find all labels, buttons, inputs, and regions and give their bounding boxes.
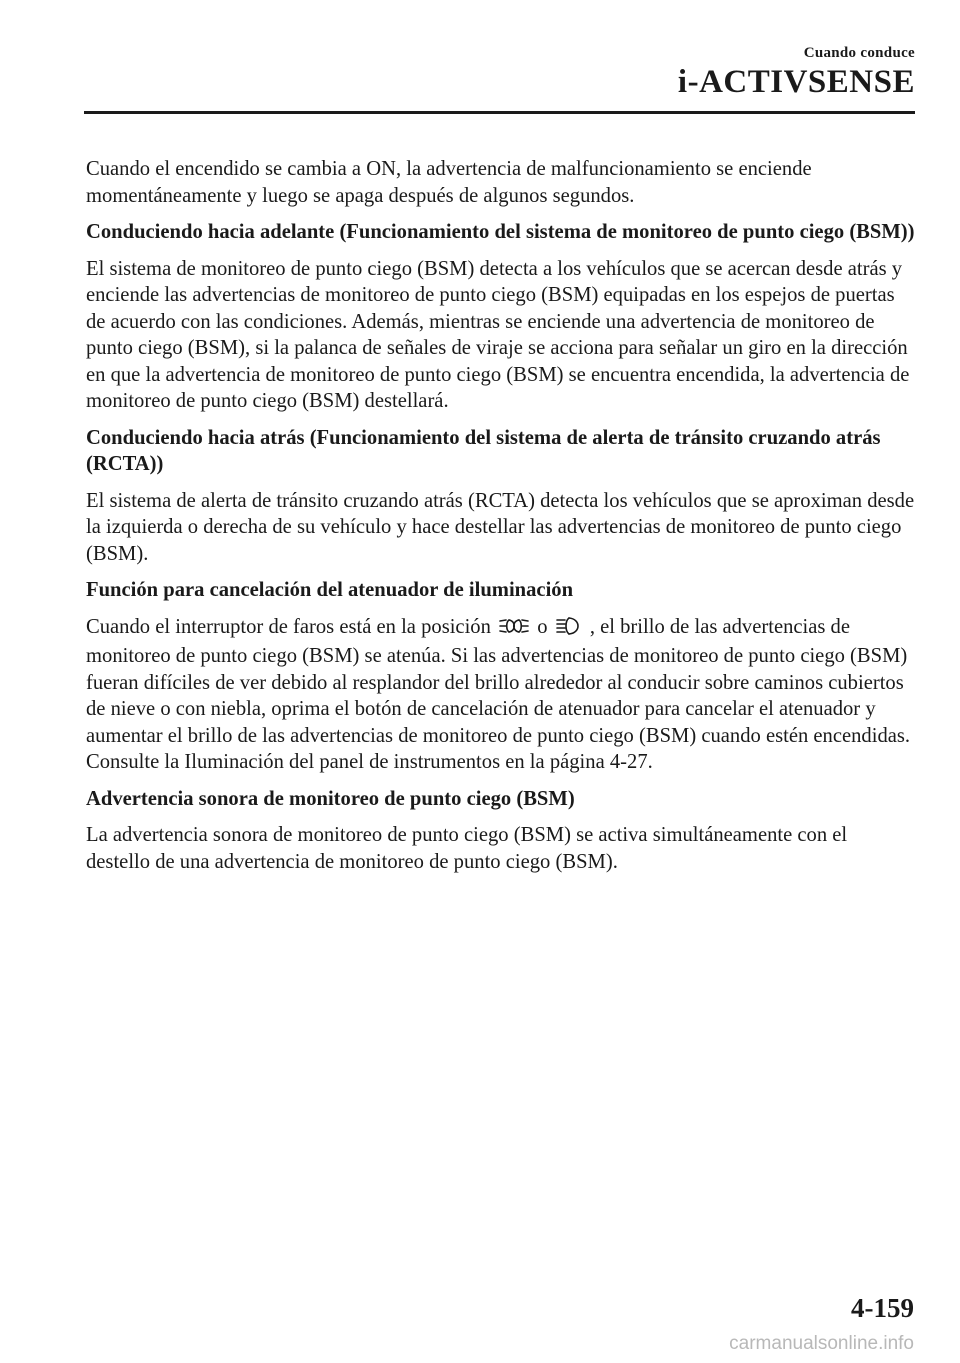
chapter-title: i-ACTIVSENSE — [677, 64, 915, 100]
page-number: 4-159 — [851, 1293, 914, 1323]
sound-warning-paragraph: La advertencia sonora de monitoreo de punto ciego (BSM) se activa simultáneamente con el destello de una advertencia de monitoreo de punto ciego (BSM). — [86, 824, 848, 873]
dimmer-cancel-paragraph — [86, 614, 916, 750]
dimmer-text-after: , el brillo de las advertencias de monitoreo de punto ciego (BSM) se atenúa. Si las advertencias de monitoreo de punto ciego (BSM) fueran difíciles de ver debido al resplandor del brillo alrededor al conducir sobre caminos cubiertos de nieve o con niebla, oprima el botón de cancelación de atenuador para cancelar el atenuador y aumentar el brillo de las advertencias de monitoreo de punto ciego (BSM) cuando estén encendidas. — [86, 615, 911, 747]
page-header — [678, 44, 915, 100]
headlights-icon — [556, 616, 582, 644]
dimmer-text-or: o — [537, 615, 548, 638]
sound-warning-heading: Advertencia sonora de monitoreo de punto ciego (BSM) — [86, 787, 575, 810]
parking-lights-icon — [499, 616, 529, 644]
header-divider — [84, 111, 915, 114]
forward-driving-paragraph: El sistema de monitoreo de punto ciego (BSM) detecta a los vehículos que se acercan desde atrás y enciende las advertencias de monitoreo de punto ciego (BSM) equipadas en los espejos de puertas de acuerdo con las condiciones. Además, mientras se enciende una advertencia de monitoreo de punto ciego (BSM), si la palanca de señales de viraje se acciona para señalar un giro en la dirección en que la advertencia de monitoreo de punto ciego (BSM) se encuentra encendida, la advertencia de monitoreo de punto ciego (BSM) destellará. — [86, 257, 910, 412]
page-content — [86, 156, 916, 885]
dimmer-reference: Consulte la Iluminación del panel de instrumentos en la página 4-27. — [86, 751, 653, 773]
intro-paragraph: Cuando el encendido se cambia a ON, la advertencia de malfuncionamiento se enciende momentáneamente y luego se apaga después de algunos segundos. — [86, 158, 812, 207]
dimmer-text-before: Cuando el interruptor de faros está en la posición — [86, 615, 491, 638]
dimmer-cancel-heading: Función para cancelación del atenuador de iluminación — [86, 579, 574, 601]
reverse-driving-paragraph: El sistema de alerta de tránsito cruzando atrás (RCTA) detecta los vehículos que se aproximan desde la izquierda o derecha de su vehículo y hace destellar las advertencias de monitoreo de punto ciego (BSM). — [86, 489, 915, 565]
forward-driving-heading: Conduciendo hacia adelante (Funcionamiento del sistema de monitoreo de punto ciego (BSM)) — [86, 221, 915, 243]
section-label: Cuando conduce — [803, 45, 915, 61]
reverse-driving-heading: Conduciendo hacia atrás (Funcionamiento del sistema de alerta de tránsito cruzando atrás (RCTA)) — [86, 426, 881, 475]
watermark: carmanualsonline.info — [729, 1333, 914, 1354]
